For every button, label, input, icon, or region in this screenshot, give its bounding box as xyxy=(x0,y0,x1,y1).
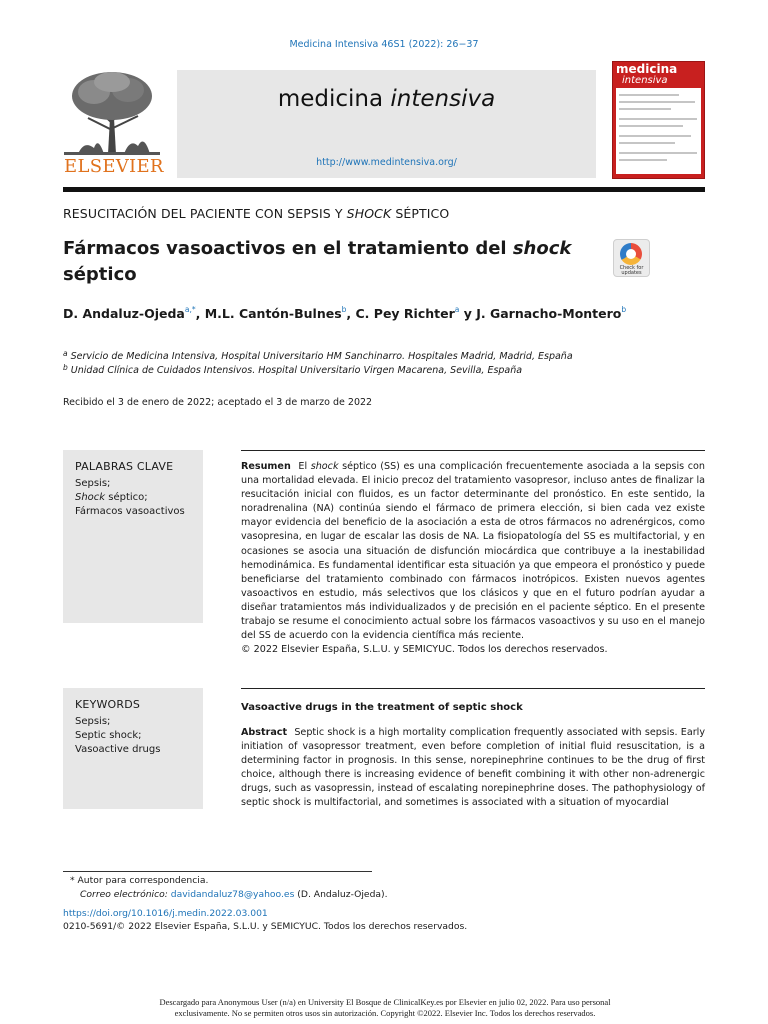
article-section xyxy=(63,206,449,221)
resumen-label: Resumen xyxy=(241,461,291,472)
download-notice xyxy=(80,997,690,1019)
keyword: Fármacos vasoactivos xyxy=(75,506,185,517)
affiliation-text: Servicio de Medicina Intensiva, Hospital Universitario HM Sanchinarro. Hospitales Madrid, Madrid, España xyxy=(70,351,573,362)
resumen-text: séptico (SS) es una complicación frecuentemente asociada a la sepsis con una mortalidad elevada. El inicio precoz del tratamiento vasopresor, incluso antes de finalizar la resucitación inicial con fluidos, es un factor determinante del pronóstico. En este sentido, la noradrenalina (NA) continúa siendo el fármaco de primera elección, si bien cada vez existe mayor evidencia del beneficio de la asociación a esta de otros fármacos no adrenérgicos, como vasopresina, en lugar de escalar las dosis de NA. La fisiopatología del SS es multifactorial, y en ocasiones se asocia una situación de disfunción miocárdica que contribuye a la inestabilidad hemodinámica. Es fundamental identificar esta situación ya que empeora el pronóstico y puede beneficiarse del tratamiento combinado con fármacos inotrópicos. Existen nuevos agentes vasoactivos en estudio, más selectivos que los clásicos y que en el futuro podrían ayudar a diseñar tratamientos más individualizados y de precisión en el paciente séptico. En el presente trabajo se resume el conocimiento actual sobre los fármacos vasoactivos y su uso en el manejo del SS de acuerdo con la evidencia científica más reciente. xyxy=(241,461,705,642)
abstract-rule xyxy=(241,688,705,689)
keyword: Sepsis; xyxy=(75,716,111,727)
abstract-en-body xyxy=(241,726,705,811)
author-affiliation-link[interactable]: b xyxy=(341,305,347,314)
header-rule xyxy=(63,187,705,192)
cover-title: medicina xyxy=(616,62,678,76)
section-text: RESUCITACIÓN DEL PACIENTE CON SEPSIS Y xyxy=(63,206,347,221)
keyword: Vasoactive drugs xyxy=(75,744,161,755)
download-notice-line: Descargado para Anonymous User (n/a) en University El Bosque de ClinicalKey.es por Elsevier en julio 02, 2022. Para uso personal xyxy=(159,997,611,1007)
affiliation-b xyxy=(63,363,522,376)
journal-title-italic: intensiva xyxy=(390,86,496,112)
footnote-text: Autor para correspondencia. xyxy=(77,875,209,886)
abstract-label: Abstract xyxy=(241,727,288,738)
affiliation-marker: a xyxy=(63,349,68,358)
cover-text-line xyxy=(619,159,667,161)
author-affiliation-link[interactable]: b xyxy=(621,305,627,314)
journal-reference[interactable]: Medicina Intensiva 46S1 (2022): 26−37 xyxy=(289,39,479,50)
author-name: , M.L. Cantón-Bulnes xyxy=(195,306,342,321)
title-text-italic: shock xyxy=(512,238,572,259)
affiliation-text: Unidad Clínica de Cuidados Intensivos. Hospital Universitario Virgen Macarena, Sevilla, España xyxy=(70,365,523,376)
title-text: Fármacos vasoactivos en el tratamiento del xyxy=(63,238,513,259)
article-title xyxy=(63,236,583,288)
footnote-rule xyxy=(63,871,372,872)
keyword-rest: séptico; xyxy=(105,492,148,503)
author-name: D. Andaluz-Ojeda xyxy=(63,306,185,321)
issn-copyright: 0210-5691/© 2022 Elsevier España, S.L.U. y SEMICYUC. Todos los derechos reservados. xyxy=(63,921,468,932)
resumen-text-italic: shock xyxy=(310,461,339,472)
cover-text-line xyxy=(619,101,695,103)
resumen-body xyxy=(241,460,705,657)
affiliation-a xyxy=(63,349,573,362)
keywords-es-box xyxy=(63,450,203,623)
corresponding-author-note xyxy=(70,875,208,886)
author-affiliation-link[interactable]: a xyxy=(454,305,460,314)
keywords-en-heading: KEYWORDS xyxy=(75,698,141,711)
title-text: séptico xyxy=(63,264,137,285)
email-owner: (D. Andaluz-Ojeda). xyxy=(294,889,388,900)
check-updates-icon-center xyxy=(626,249,636,259)
keywords-es-heading: PALABRAS CLAVE xyxy=(75,460,174,473)
keyword-italic: Shock xyxy=(75,492,106,503)
download-notice-line: exclusivamente. No se permiten otros usos sin autorización. Copyright ©2022. Elsevier Inc. Todos los derechos reservados. xyxy=(174,1008,596,1018)
email-note xyxy=(80,889,388,900)
footnote-marker: * xyxy=(70,875,75,886)
cover-subtitle: intensiva xyxy=(622,75,668,86)
cover-text-line xyxy=(619,152,697,154)
author-affiliation-link[interactable]: a,* xyxy=(184,305,196,314)
keyword xyxy=(75,491,191,505)
cover-text-line xyxy=(619,94,679,96)
keyword: Sepsis; xyxy=(75,478,111,489)
abstract-text: Septic shock is a high mortality complication frequently associated with sepsis. Early initiation of vasopressor treatment, even before completion of initial fluid resuscitation, is a determining factor in prognosis. In this sense, norepinephrine continues to be the drug of first choice, although there is increasing evidence of benefit combining it with other non-adrenergic drugs, such as vasopressin, instead of escalating norepinephrine doses. The pathophysiology of septic shock is multifactorial, and sometimes is associated with a situation of myocardial xyxy=(241,727,706,809)
cover-text-line xyxy=(619,125,683,127)
cover-text-line xyxy=(619,118,697,120)
keyword: Septic shock; xyxy=(75,730,142,741)
keywords-en-box xyxy=(63,688,203,809)
email-label: Correo electrónico: xyxy=(80,889,171,900)
author-list xyxy=(63,305,626,321)
check-updates-label: Check for updates xyxy=(619,265,644,276)
section-text-italic: SHOCK xyxy=(346,206,392,221)
cover-text-line xyxy=(619,142,675,144)
received-dates: Recibido el 3 de enero de 2022; aceptado el 3 de marzo de 2022 xyxy=(63,397,373,408)
journal-title xyxy=(177,86,596,112)
journal-url-link[interactable]: http://www.medintensiva.org/ xyxy=(316,157,457,168)
doi-link[interactable]: https://doi.org/10.1016/j.medin.2022.03.001 xyxy=(63,908,268,919)
cover-text-line xyxy=(619,108,671,110)
publisher-wordmark: ELSEVIER xyxy=(64,156,164,177)
resumen-text: El xyxy=(298,461,311,472)
section-text: SÉPTICO xyxy=(391,206,450,221)
email-link[interactable]: davidandaluz78@yahoo.es xyxy=(170,889,295,900)
resumen-copyright: © 2022 Elsevier España, S.L.U. y SEMICYUC. Todos los derechos reservados. xyxy=(241,644,608,656)
abstract-en-title: Vasoactive drugs in the treatment of septic shock xyxy=(241,702,523,713)
author-name: y J. Garnacho-Montero xyxy=(459,306,622,321)
resumen-rule xyxy=(241,450,705,451)
affiliation-marker: b xyxy=(63,363,68,372)
author-name: , C. Pey Richter xyxy=(346,306,455,321)
cover-text-line xyxy=(619,135,691,137)
journal-title-part: medicina xyxy=(277,86,391,112)
